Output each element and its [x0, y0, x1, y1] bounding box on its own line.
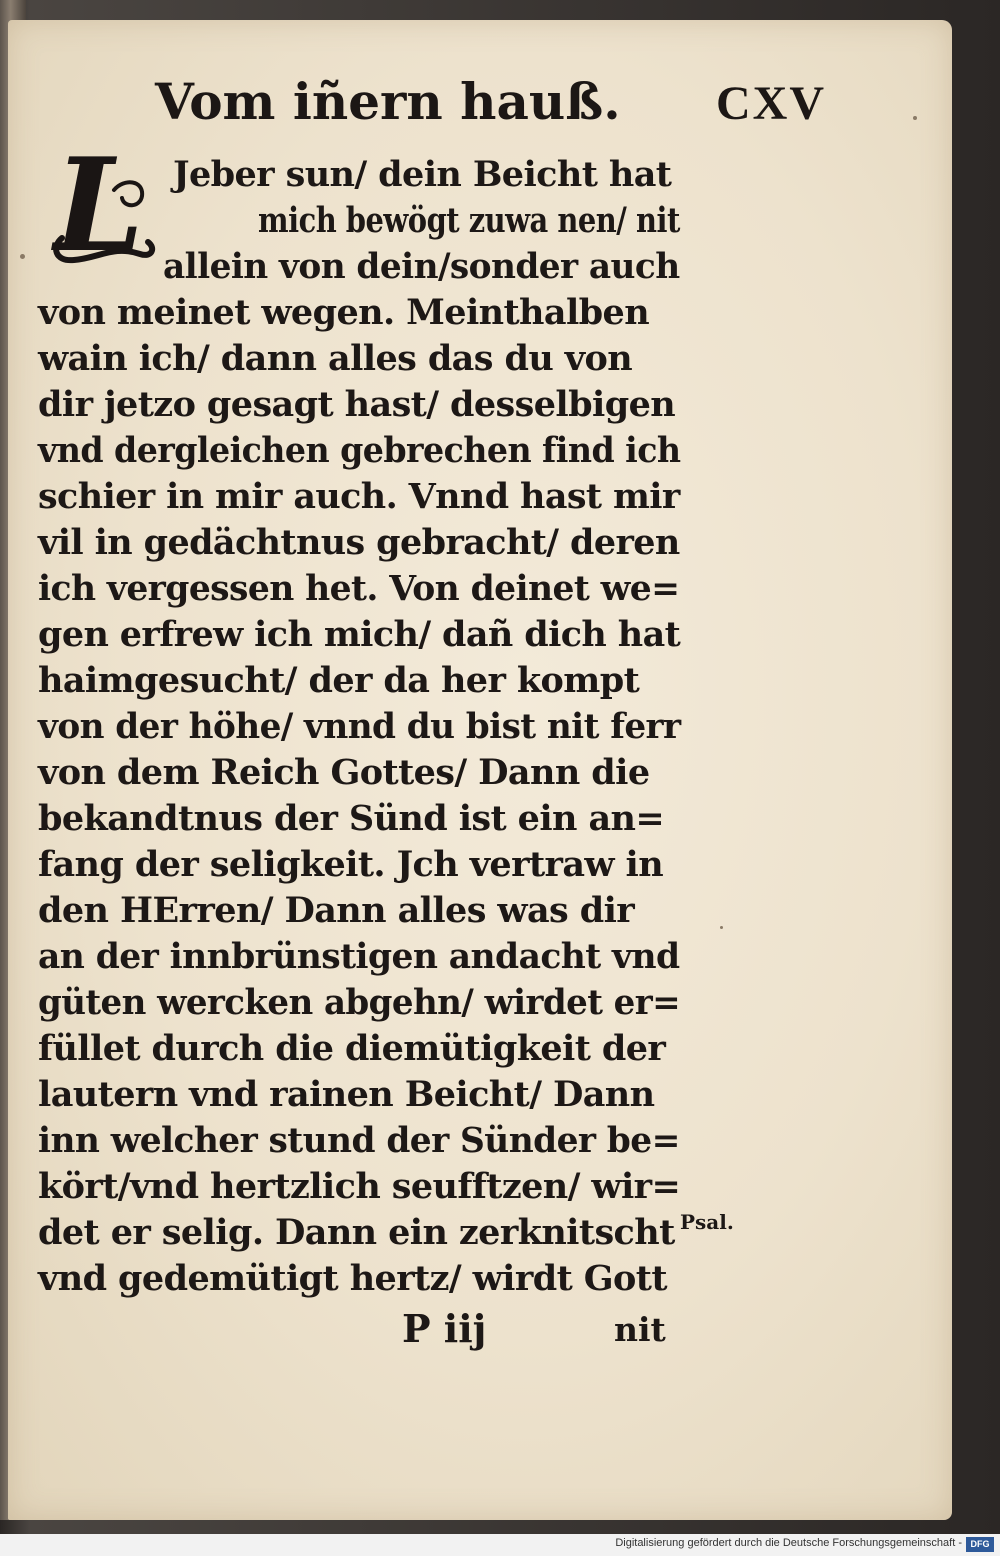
text-line: an der innbrünstigen andacht vnd — [38, 936, 680, 977]
text-line: kört/vnd hertzlich seufftzen/ wir= — [38, 1166, 681, 1207]
marginal-note: Psal. — [680, 1210, 734, 1234]
text-line: haimgesucht/ der da her kompt — [38, 660, 640, 701]
text-line: von der höhe/ vnnd du bist nit ferr — [38, 706, 681, 747]
footer-credit: Digitalisierung gefördert durch die Deutsche Forschungsgemeinschaft - — [615, 1537, 962, 1549]
text-line: mich bewögt zuwa nen/ nit — [258, 200, 680, 241]
text-line: lautern vnd rainen Beicht/ Dann — [38, 1074, 655, 1115]
initial-letter: L — [54, 131, 144, 281]
paper-speck — [913, 116, 917, 120]
text-line: von meinet wegen. Meinthalben — [38, 292, 650, 333]
text-line: güten wercken abgehn/ wirdet er= — [38, 982, 681, 1023]
text-line: inn welcher stund der Sünder be= — [38, 1120, 680, 1161]
paper-speck — [20, 254, 25, 259]
catchword: nit — [614, 1310, 666, 1349]
text-line: det er selig. Dann ein zerknitscht — [38, 1212, 675, 1253]
text-line: füllet durch die diemütigkeit der — [38, 1028, 666, 1069]
text-line: ich vergessen het. Von deinet we= — [38, 568, 680, 609]
text-line: vnd gedemütigt hertz/ wirdt Gott — [38, 1258, 667, 1299]
text-line: fang der seligkeit. Jch vertraw in — [38, 844, 664, 885]
text-line: vnd dergleichen gebrechen find ich — [38, 430, 681, 471]
text-line: vil in gedächtnus gebracht/ deren — [38, 522, 680, 563]
text-line: von dem Reich Gottes/ Dann die — [38, 752, 650, 793]
folio-number: CXV — [716, 77, 826, 130]
text-line: Jeber sun/ dein Beicht hat — [173, 154, 672, 195]
text-line: den HErren/ Dann alles was dir — [38, 890, 635, 931]
decorated-initial — [44, 131, 164, 281]
text-line: allein von dein/sonder auch — [163, 246, 680, 287]
running-head-title: Vom iñern hauß. — [155, 72, 621, 131]
text-line: wain ich/ dann alles das du von — [38, 338, 633, 379]
paper-speck — [720, 926, 723, 929]
dfg-logo-icon: DFG — [966, 1537, 994, 1552]
signature-mark: P iij — [402, 1306, 487, 1351]
text-line: schier in mir auch. Vnnd hast mir — [38, 476, 680, 517]
text-line: gen erfrew ich mich/ dañ dich hat — [38, 614, 681, 655]
text-line: dir jetzo gesagt hast/ desselbigen — [38, 384, 676, 425]
text-line: bekandtnus der Sünd ist ein an= — [38, 798, 665, 839]
